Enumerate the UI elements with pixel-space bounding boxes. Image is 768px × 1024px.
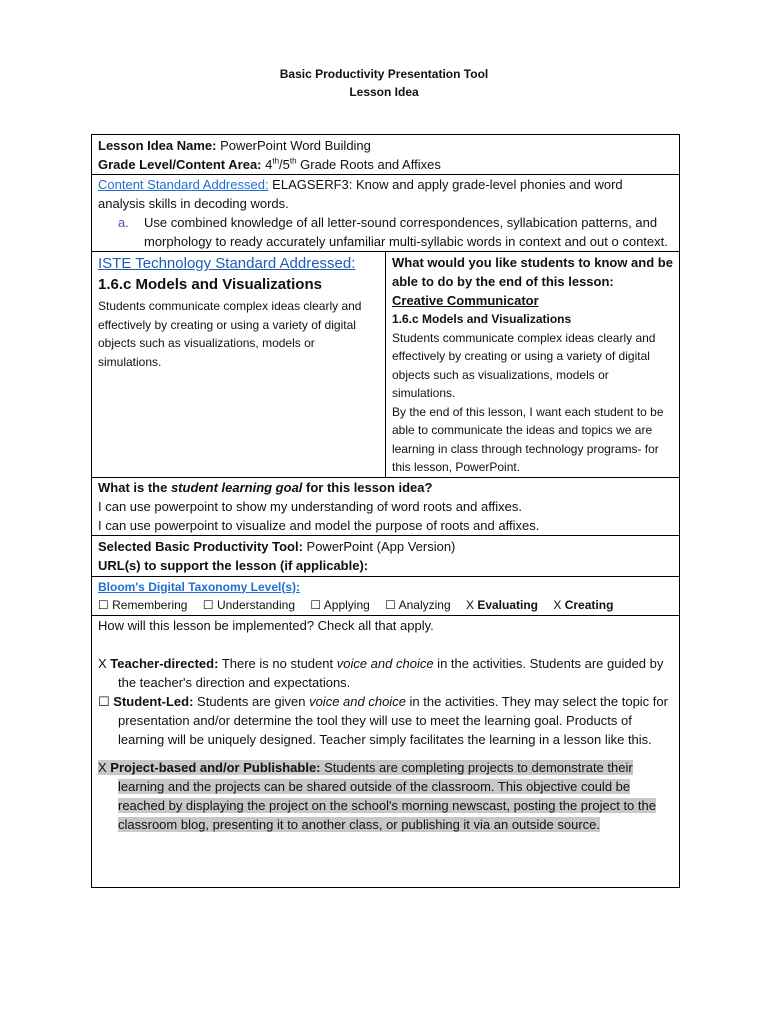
objectives-role: Creative Communicator [392, 293, 539, 308]
objectives-question: What would you like students to know and be able to do by the end of this lesson: [392, 255, 673, 289]
lesson-name-label: Lesson Idea Name: [98, 138, 217, 153]
blooms-options [98, 596, 673, 615]
option-student-led: ☐ Student-Led: Students are given voice and choice in the activities. They may select the topic for presentation and/or determine the tool they will use to meet the learning goal. Products of learning will be uniquely designed. Teacher simply facilitates the learning in a lesson like this. [98, 693, 668, 747]
blooms-option-evaluating[interactable]: X Evaluating [465, 598, 539, 612]
row-standards [92, 252, 680, 478]
blooms-label[interactable]: Bloom's Digital Taxonomy Level(s): [98, 579, 300, 594]
content-standard-item [98, 213, 673, 251]
row-lesson-name [92, 135, 680, 175]
tool-label: Selected Basic Productivity Tool: [98, 538, 303, 554]
learning-goal-q-pre: What is the [98, 479, 171, 495]
checkbox-icon: ☐ [202, 598, 214, 612]
objectives-goal: By the end of this lesson, I want each student to be able to communicate the ideas and topics we are learning in class through technology programs- for this lesson, PowerPoint. [392, 404, 664, 474]
student-led-label: Student-Led: [113, 693, 194, 709]
checkbox-icon: ☐ [98, 598, 109, 612]
option-project-based [98, 758, 673, 834]
url-label: URL(s) to support the lesson (if applicable): [98, 557, 369, 573]
row-implementation [92, 615, 680, 887]
objectives-text: Students communicate complex ideas clearly and effectively by creating or using a variety of digital objects such as visualizations, models or simulations. [392, 330, 656, 400]
blooms-option-understanding[interactable]: ☐ Understanding [202, 598, 295, 612]
checkbox-icon: ☐ [385, 598, 396, 612]
iste-standard-label[interactable]: ISTE Technology Standard Addressed: [98, 255, 356, 272]
grade-sup2: th [289, 156, 297, 166]
check-mark[interactable]: X [98, 655, 107, 671]
document-title [0, 65, 768, 101]
content-standard-value: ELAGSERF3: Know and apply grade-level phonies and word analysis skills in decoding words. [98, 177, 623, 211]
lesson-name-value: PowerPoint Word Building [216, 138, 371, 153]
content-standard-label[interactable]: Content Standard Addressed: [98, 177, 269, 192]
title-main: Basic Productivity Presentation Tool [279, 67, 489, 81]
row-content-standard [92, 175, 680, 252]
checkbox-icon: ☐ [310, 598, 322, 612]
check-mark: X [553, 598, 562, 612]
check-mark: X [465, 598, 474, 612]
grade-pre: 4 [261, 157, 273, 172]
content-standard-item-text: Use combined knowledge of all letter-sound correspondences, syllabication patterns, and morphology to ready accurately unfamiliar multi-syllabic words in context and out o context. [144, 215, 668, 249]
blooms-option-creating[interactable]: X Creating [553, 598, 614, 612]
blooms-option-remembering[interactable]: ☐ Remembering [98, 598, 188, 612]
learning-goal-q-post: for this lesson idea? [302, 479, 433, 495]
title-sub: Lesson Idea [349, 85, 419, 99]
blooms-option-applying[interactable]: ☐ Applying [310, 598, 370, 612]
tool-value: PowerPoint (App Version) [302, 538, 456, 554]
checkbox-icon[interactable]: ☐ [98, 693, 110, 709]
objectives-code: 1.6.c Models and Visualizations [392, 312, 572, 326]
learning-goal-line1: I can use powerpoint to show my understanding of word roots and affixes. [98, 498, 522, 514]
list-marker: a. [118, 215, 129, 230]
learning-goal-question [98, 478, 673, 497]
iste-standard-text: Students communicate complex ideas clearly and effectively by creating or using a variety of digital objects such as visualizations, models or simulations. [98, 299, 362, 369]
row-blooms [92, 576, 680, 615]
grade-level-label: Grade Level/Content Area: [98, 157, 262, 172]
blooms-option-analyzing[interactable]: ☐ Analyzing [385, 598, 451, 612]
tool-line [98, 537, 673, 556]
lesson-table [91, 134, 680, 888]
learning-goal-line2: I can use powerpoint to visualize and model the purpose of roots and affixes. [98, 517, 540, 533]
grade-post: Grade Roots and Affixes [296, 157, 441, 172]
learning-goal-q-em: student learning goal [170, 479, 303, 495]
content-standard-text [98, 175, 673, 213]
lesson-name-line [98, 136, 673, 155]
option-teacher-directed: X Teacher-directed: There is no student voice and choice in the activities. Students are guided by the teacher's direction and expectations. [98, 655, 664, 690]
implementation-question: How will this lesson be implemented? Check all that apply. [98, 617, 434, 633]
teacher-directed-label: Teacher-directed: [110, 655, 219, 671]
project-based-label: Project-based and/or Publishable: [110, 759, 321, 775]
grade-level-line [98, 155, 673, 174]
check-mark[interactable]: X [98, 759, 107, 775]
project-based-text: Students are completing projects to demonstrate their learning and the projects can be shared outside of the classroom. This objective could be reached by displaying the project on the school's morning newscast, posting the project to the classroom blog, presenting it to another class, or publishing it via an outside source. [118, 759, 656, 832]
iste-standard-code: 1.6.c Models and Visualizations [98, 276, 322, 293]
row-tool [92, 535, 680, 576]
grade-sup1: th [272, 156, 280, 166]
row-learning-goal [92, 477, 680, 535]
grade-mid: /5 [279, 157, 290, 172]
